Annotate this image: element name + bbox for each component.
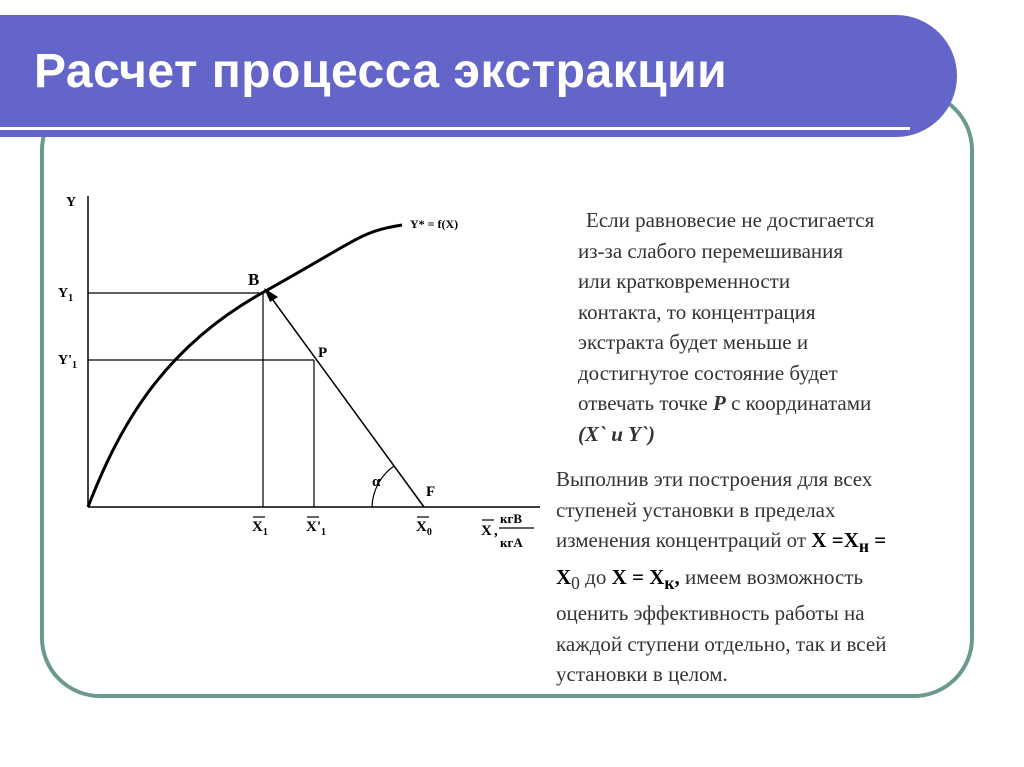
text-line: оценить эффективность работы на	[556, 601, 865, 626]
text-line: из-за слабого перемешивания	[578, 238, 844, 263]
text-line: ступеней установки в пределах	[556, 497, 836, 522]
text-line: установки в целом.	[556, 662, 728, 687]
x-axis-label: X	[481, 523, 492, 539]
text-line: контакта, то концентрация	[578, 299, 816, 324]
text-line: $X_0$ до $X = X_к$, имеем возможность	[556, 564, 864, 593]
text-line: достигнутое состояние будет	[578, 360, 838, 385]
x1-label: $X_1$	[252, 519, 268, 538]
point-p-label: P	[318, 345, 328, 361]
x1-prime-label: $X'_1$	[306, 519, 326, 538]
text-line: (X` и Y`)	[578, 421, 655, 446]
point-b-label: B	[248, 270, 260, 289]
alpha-label: α	[372, 474, 381, 490]
x-unit-numerator: кгB	[500, 511, 523, 526]
equilibrium-curve	[88, 225, 402, 507]
text-line: или кратковременности	[578, 269, 791, 293]
text-line: изменения концентраций от $X =X_н$ =	[556, 528, 887, 557]
slide-title: Расчет процесса экстракции	[34, 45, 728, 98]
y1-prime-label: $Y'_1$	[58, 353, 77, 371]
arrow-head	[264, 288, 278, 302]
point-f-label: F	[426, 484, 436, 500]
curve-label: Y* = f(X)	[410, 217, 459, 231]
y-axis-label: Y	[66, 195, 77, 210]
x0-label: $X_0$	[416, 519, 432, 538]
y1-label: $Y_1$	[58, 286, 74, 304]
text-line: отвечать точке P с координатами	[578, 391, 872, 415]
operating-line	[270, 296, 424, 507]
text-line: каждой ступени отдельно, так и всей	[556, 631, 887, 656]
x-axis-comma: ,	[494, 523, 498, 539]
x-unit-denominator: кгA	[500, 535, 523, 550]
text-line: Выполнив эти построения для всех	[556, 467, 873, 491]
paragraph-conclusion	[556, 464, 961, 690]
text-line: экстракта будет меньше и	[578, 330, 809, 354]
text-line: Если равновесие не достигается	[586, 208, 875, 232]
paragraph-nonequilibrium	[578, 205, 950, 449]
